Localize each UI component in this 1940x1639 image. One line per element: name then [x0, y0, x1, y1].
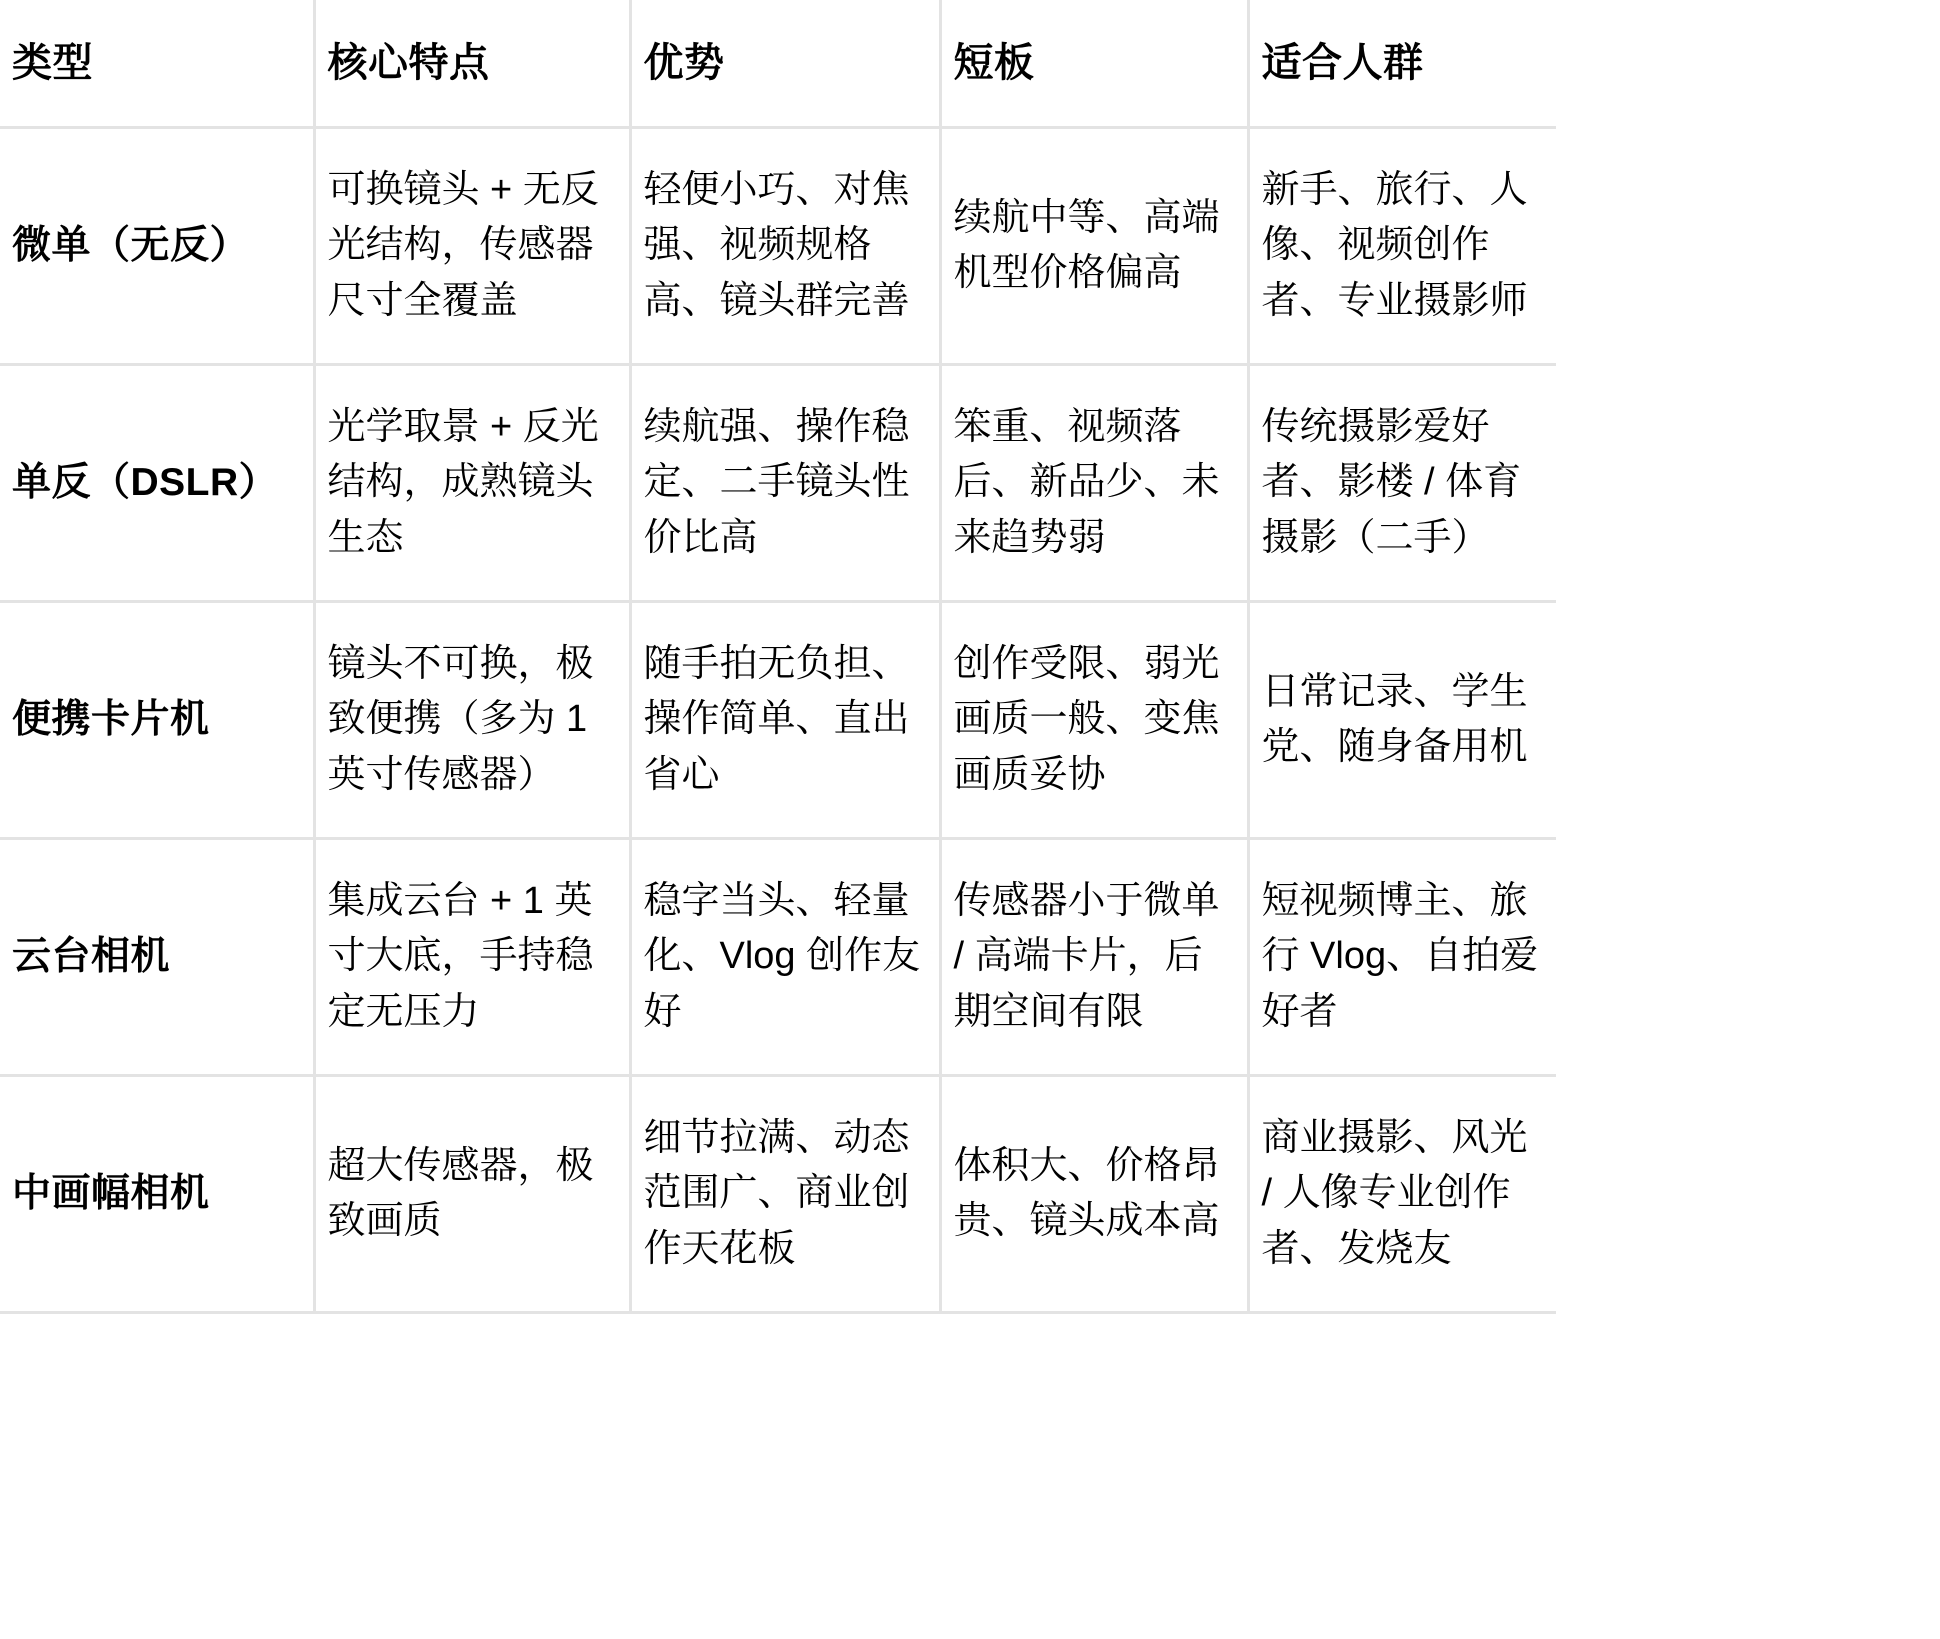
- cell-features: 光学取景 + 反光结构，成熟镜头生态: [314, 365, 630, 602]
- column-header-type: 类型: [0, 0, 314, 128]
- cell-type: 中画幅相机: [0, 1076, 314, 1313]
- table-row: [0, 365, 1556, 602]
- cell-type: 云台相机: [0, 839, 314, 1076]
- cell-pros: 随手拍无负担、操作简单、直出省心: [630, 602, 940, 839]
- cell-cons: 笨重、视频落后、新品少、未来趋势弱: [940, 365, 1248, 602]
- cell-features: 镜头不可换，极致便携（多为 1 英寸传感器）: [314, 602, 630, 839]
- cell-cons: 续航中等、高端机型价格偏高: [940, 128, 1248, 365]
- cell-audience: 新手、旅行、人像、视频创作者、专业摄影师: [1248, 128, 1556, 365]
- table-row: [0, 839, 1556, 1076]
- table-row: [0, 602, 1556, 839]
- column-header-features: 核心特点: [314, 0, 630, 128]
- cell-features: 超大传感器，极致画质: [314, 1076, 630, 1313]
- cell-features: 可换镜头 + 无反光结构，传感器尺寸全覆盖: [314, 128, 630, 365]
- cell-pros: 续航强、操作稳定、二手镜头性价比高: [630, 365, 940, 602]
- column-header-pros: 优势: [630, 0, 940, 128]
- cell-audience: 日常记录、学生党、随身备用机: [1248, 602, 1556, 839]
- cell-pros: 轻便小巧、对焦强、视频规格高、镜头群完善: [630, 128, 940, 365]
- cell-cons: 创作受限、弱光画质一般、变焦画质妥协: [940, 602, 1248, 839]
- cell-cons: 体积大、价格昂贵、镜头成本高: [940, 1076, 1248, 1313]
- cell-pros: 稳字当头、轻量化、Vlog 创作友好: [630, 839, 940, 1076]
- table-header-row: [0, 0, 1556, 128]
- cell-type: 便携卡片机: [0, 602, 314, 839]
- table-header: [0, 0, 1556, 128]
- cell-cons: 传感器小于微单 / 高端卡片，后期空间有限: [940, 839, 1248, 1076]
- cell-audience: 短视频博主、旅行 Vlog、自拍爱好者: [1248, 839, 1556, 1076]
- cell-type: 单反（DSLR）: [0, 365, 314, 602]
- cell-type: 微单（无反）: [0, 128, 314, 365]
- table-body: [0, 128, 1556, 1313]
- column-header-audience: 适合人群: [1248, 0, 1556, 128]
- cell-pros: 细节拉满、动态范围广、商业创作天花板: [630, 1076, 940, 1313]
- cell-audience: 商业摄影、风光 / 人像专业创作者、发烧友: [1248, 1076, 1556, 1313]
- cell-audience: 传统摄影爱好者、影楼 / 体育摄影（二手）: [1248, 365, 1556, 602]
- cell-features: 集成云台 + 1 英寸大底，手持稳定无压力: [314, 839, 630, 1076]
- table-row: [0, 1076, 1556, 1313]
- table-row: [0, 128, 1556, 365]
- column-header-cons: 短板: [940, 0, 1248, 128]
